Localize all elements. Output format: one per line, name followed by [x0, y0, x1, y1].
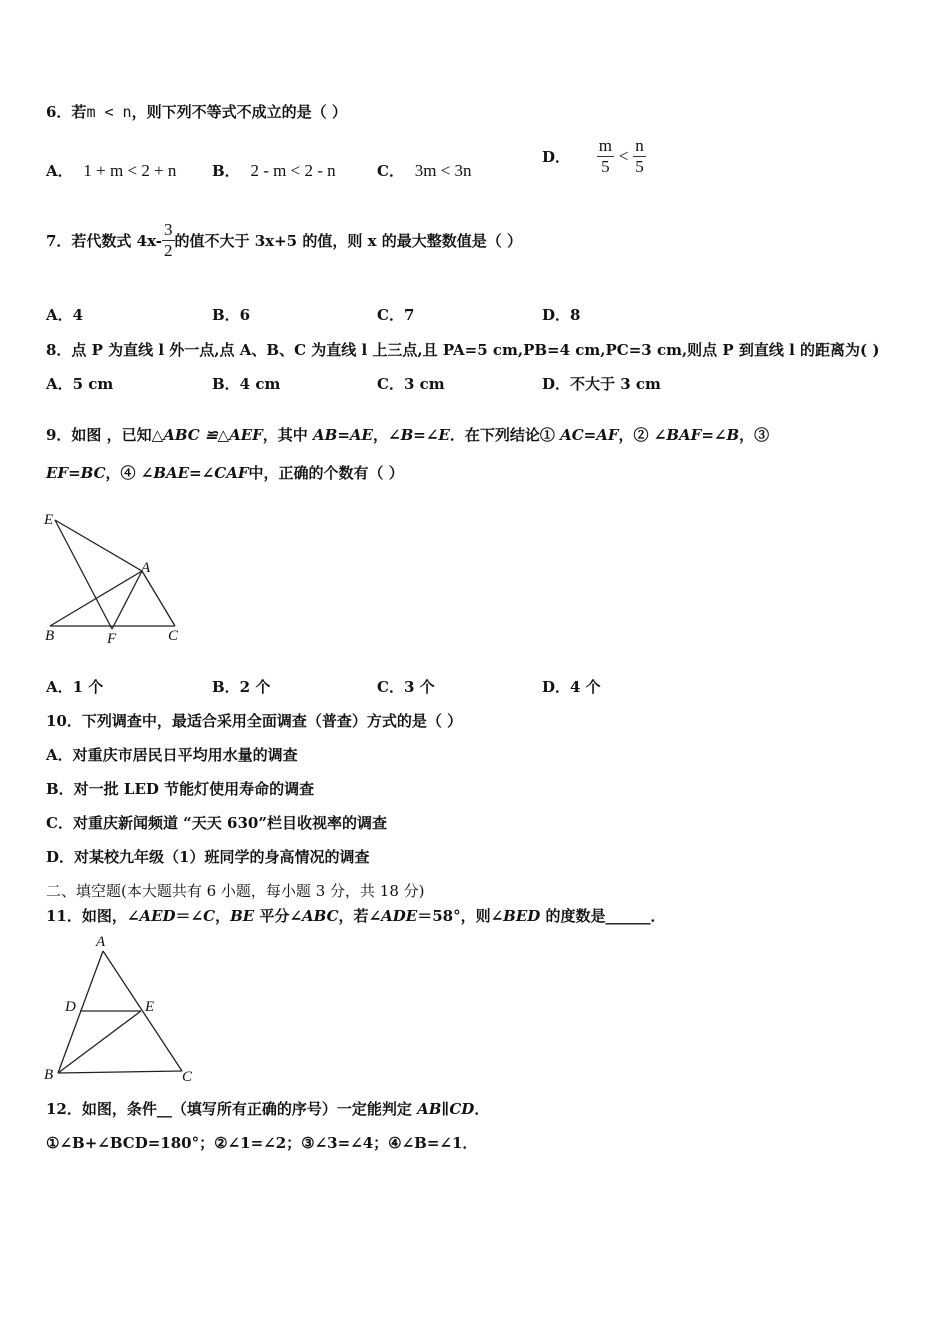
vertex-label-a: A	[96, 934, 106, 950]
vertex-label-e: E	[145, 999, 155, 1015]
q10-option-c: C．对重庆新闻频道 “天天 630”栏目收视率的调查	[46, 814, 387, 832]
q8-option-b: B．4 cm	[212, 375, 281, 393]
vertex-label-c: C	[168, 628, 179, 644]
q8-option-c: C．3 cm	[377, 375, 445, 393]
math: ∠BAE=∠CAF	[140, 464, 249, 482]
q7-stem-lead: 7．若代数式 4x-	[46, 232, 163, 250]
option-label: D．	[542, 148, 571, 166]
segment-bc	[58, 1071, 182, 1073]
math: ∠BAF=∠B	[653, 426, 740, 444]
q9-option-b: B．2 个	[212, 678, 271, 696]
q9-option-c: C．3 个	[377, 678, 435, 696]
math: BE	[230, 907, 255, 925]
q8-stem: 8．点 P 为直线 l 外一点,点 A、B、C 为直线 l 上三点,且 PA=5 cm,PB=4 cm,PC=3 cm,则点 P 到直线 l 的距离为( )	[46, 341, 880, 359]
segment-be	[58, 1011, 141, 1073]
q6-option-d	[542, 136, 646, 177]
q9-stem-line2	[46, 462, 404, 483]
q7-stem-tail: 的值不大于 3x+5 的值，则 x 的最大整数值是（ ）	[174, 232, 522, 250]
vertex-label-b: B	[44, 1067, 54, 1083]
option-label: B．	[212, 162, 240, 180]
q10-stem: 10．下列调查中，最适合采用全面调查（普查）方式的是（ ）	[46, 712, 463, 730]
relation-symbol: <	[618, 146, 629, 166]
section-heading: 二、填空题(本大题共有 6 小题，每小题 3 分，共 18 分)	[46, 882, 425, 900]
fraction-denominator: 5	[601, 157, 610, 176]
q6-option-b	[212, 160, 336, 181]
fraction-numerator: 3	[164, 220, 173, 239]
text: ＝58°，则	[417, 907, 491, 925]
option-expr: 1 + m < 2 + n	[83, 161, 177, 180]
fraction-denominator: 5	[635, 157, 644, 176]
math: ∠BED	[490, 907, 541, 925]
fraction	[162, 220, 175, 261]
fraction	[597, 136, 614, 177]
math: ∠AED	[126, 907, 176, 925]
q8-option-d: D．不大于 3 cm	[542, 375, 661, 393]
text: ，③	[739, 426, 770, 444]
option-label: C．	[377, 162, 404, 180]
math: ∠C	[190, 907, 216, 925]
math: ∠ADE	[368, 907, 418, 925]
fraction	[633, 136, 646, 177]
fraction-numerator: m	[598, 136, 613, 155]
vertex-label-b: B	[45, 628, 55, 644]
q12-conditions: ①∠B+∠BCD=180°；②∠1=∠2；③∠3=∠4；④∠B=∠1．	[46, 1134, 478, 1152]
text: 9．如图 ，已知	[46, 426, 152, 444]
q6-option-c	[377, 160, 472, 181]
q6-stem-lead: 6．若	[46, 103, 87, 121]
q7-option-b: B．6	[212, 306, 251, 324]
q8-option-a: A．5 cm	[46, 375, 114, 393]
q7-option-c: C．7	[377, 306, 415, 324]
math: EF=BC	[46, 464, 106, 482]
text: ＝	[175, 907, 191, 925]
text: 中，正确的个数有（ ）	[248, 464, 404, 482]
q7-stem	[46, 220, 522, 261]
fraction-denominator: 2	[164, 241, 173, 260]
q6-stem	[46, 101, 347, 122]
q11-figure	[40, 930, 210, 1090]
vertex-label-a: A	[141, 560, 151, 576]
q9-option-a: A．1 个	[46, 678, 104, 696]
q11-stem	[46, 905, 666, 926]
math: ∠B=∠E	[388, 426, 450, 444]
text: ，若	[338, 907, 369, 925]
math: AC=AF	[560, 426, 619, 444]
q10-option-d: D．对某校九年级（1）班同学的身高情况的调查	[46, 848, 370, 866]
fraction-numerator: n	[635, 136, 644, 155]
text: ．	[474, 1100, 490, 1118]
option-label: A．	[46, 162, 73, 180]
q10-option-b: B．对一批 LED 节能灯使用寿命的调查	[46, 780, 315, 798]
text: 的度数是______．	[540, 907, 666, 925]
text: 11．如图，	[46, 907, 127, 925]
vertex-label-f: F	[107, 631, 117, 647]
vertex-label-e: E	[44, 512, 54, 528]
q7-option-d: D．8	[542, 306, 581, 324]
q9-option-d: D．4 个	[542, 678, 601, 696]
q6-option-a	[46, 160, 176, 181]
q7-option-a: A．4	[46, 306, 84, 324]
vertex-label-c: C	[182, 1069, 193, 1085]
option-expr: 2 - m < 2 - n	[250, 161, 336, 180]
math: △ABC ≌△AEF	[151, 426, 263, 444]
q6-stem-expr: m < n	[86, 103, 132, 121]
option-expr: 3m < 3n	[414, 161, 472, 180]
math: ∠ABC	[289, 907, 339, 925]
text: ，	[215, 907, 231, 925]
text: ，	[373, 426, 389, 444]
text: ，④	[105, 464, 136, 482]
math: AB=AE	[313, 426, 373, 444]
text: 平分	[254, 907, 290, 925]
segment-ac	[142, 571, 175, 626]
vertex-label-d: D	[65, 999, 76, 1015]
q10-option-a: A．对重庆市居民日平均用水量的调查	[46, 746, 298, 764]
q12-stem	[46, 1098, 489, 1119]
q9-stem-line1	[46, 424, 769, 445]
text: ．在下列结论①	[449, 426, 555, 444]
q9-figure	[40, 508, 190, 648]
text: ，其中	[262, 426, 314, 444]
math: AB∥CD	[417, 1100, 475, 1118]
text: ，②	[618, 426, 649, 444]
text: 12．如图，条件__（填写所有正确的序号）一定能判定	[46, 1100, 418, 1118]
q6-stem-tail: ，则下列不等式不成立的是（ ）	[131, 103, 347, 121]
